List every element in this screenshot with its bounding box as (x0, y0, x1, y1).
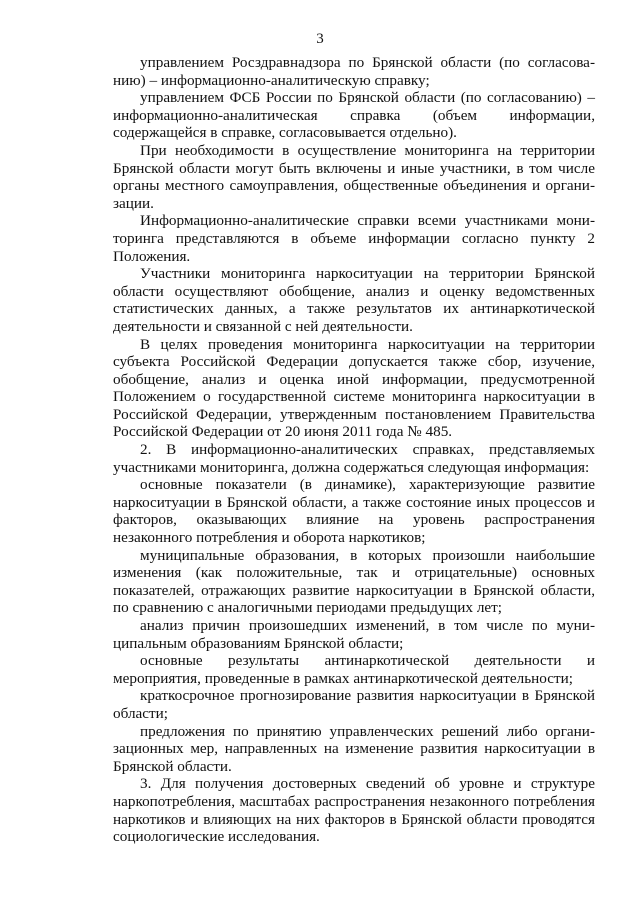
list-item-forecasting: краткосрочное прогнозирование развития наркоситуации в Брянской области; (113, 687, 595, 722)
list-item-results: основные результаты антинаркотической деятельности и мероприятия, проведенные в рамках антинаркотической деятельности; (113, 652, 595, 687)
document-body (113, 54, 595, 846)
paragraph-reports-volume: Информационно-аналитические справки всеми участниками мониторинга представляются в объеме информации согласно пункту 2 Положения. (113, 212, 595, 265)
list-item-causes-analysis: анализ причин произошедших изменений, в том числе по муниципальным образованиям Брянской области; (113, 617, 595, 652)
paragraph-generalization: Участники мониторинга наркоситуации на территории Брянской области осуществляют обобщение, анализ и оценку ведомственных статистических данных, а также результатов их антинаркотической деятельности и связанной с ней деятельности. (113, 265, 595, 335)
list-item-main-indicators: основные показатели (в динамике), характеризующие развитие наркоситуации в Брянской области, а также состояние иных процессов и факторов, оказывающих влияние на уровень распространения незаконного потребления и оборота наркотиков; (113, 476, 595, 547)
paragraph-additional-info: В целях проведения мониторинга наркоситуации на территории субъекта Российской Федерации допускается также сбор, изучение, обобщение, анализ и оценка иной информации, предусмотренной Положением о государственной системе мониторинга наркоситуации в Российской Федерации, утвержденным постановлением Правительства Российской Федерации от 20 июня 2011 года № 485. (113, 335, 595, 441)
paragraph-section-2: 2. В информационно-аналитических справках, представляемых участниками мониторинга, должна содержаться следующая информация: (113, 441, 595, 476)
paragraph-fsb: управлением ФСБ России по Брянской области (по согласованию) – информационно-аналитическая справка (объем информации, содержащейся в справке, согласовывается отдельно). (113, 89, 595, 142)
paragraph-roszdravnadzor: управлением Росздравнадзора по Брянской области (по согласованию) – информационно-аналитическую справку; (113, 54, 595, 89)
paragraph-section-3: 3. Для получения достоверных сведений об уровне и структуре наркопотребления, масштабах распространения незаконного потребления наркотиков и влияющих на них факторов в Брянской области проводятся социологические исследования. (113, 775, 595, 846)
paragraph-other-participants: При необходимости в осуществление мониторинга на территории Брянской области могут быть включены и иные участники, в том числе органы местного самоуправления, общественные объединения и организации. (113, 141, 595, 212)
page-number: 3 (316, 31, 324, 47)
list-item-proposals: предложения по принятию управленческих решений либо организационных мер, направленных на изменение развития наркоситуации в Брянской области. (113, 722, 595, 775)
list-item-municipalities: муниципальные образования, в которых произошли наибольшие изменения (как положительные, так и отрицательные) основных показателей, отражающих развитие наркоситуации в Брянской области, по сравнению с аналогичными периодами предыдущих лет; (113, 546, 595, 617)
